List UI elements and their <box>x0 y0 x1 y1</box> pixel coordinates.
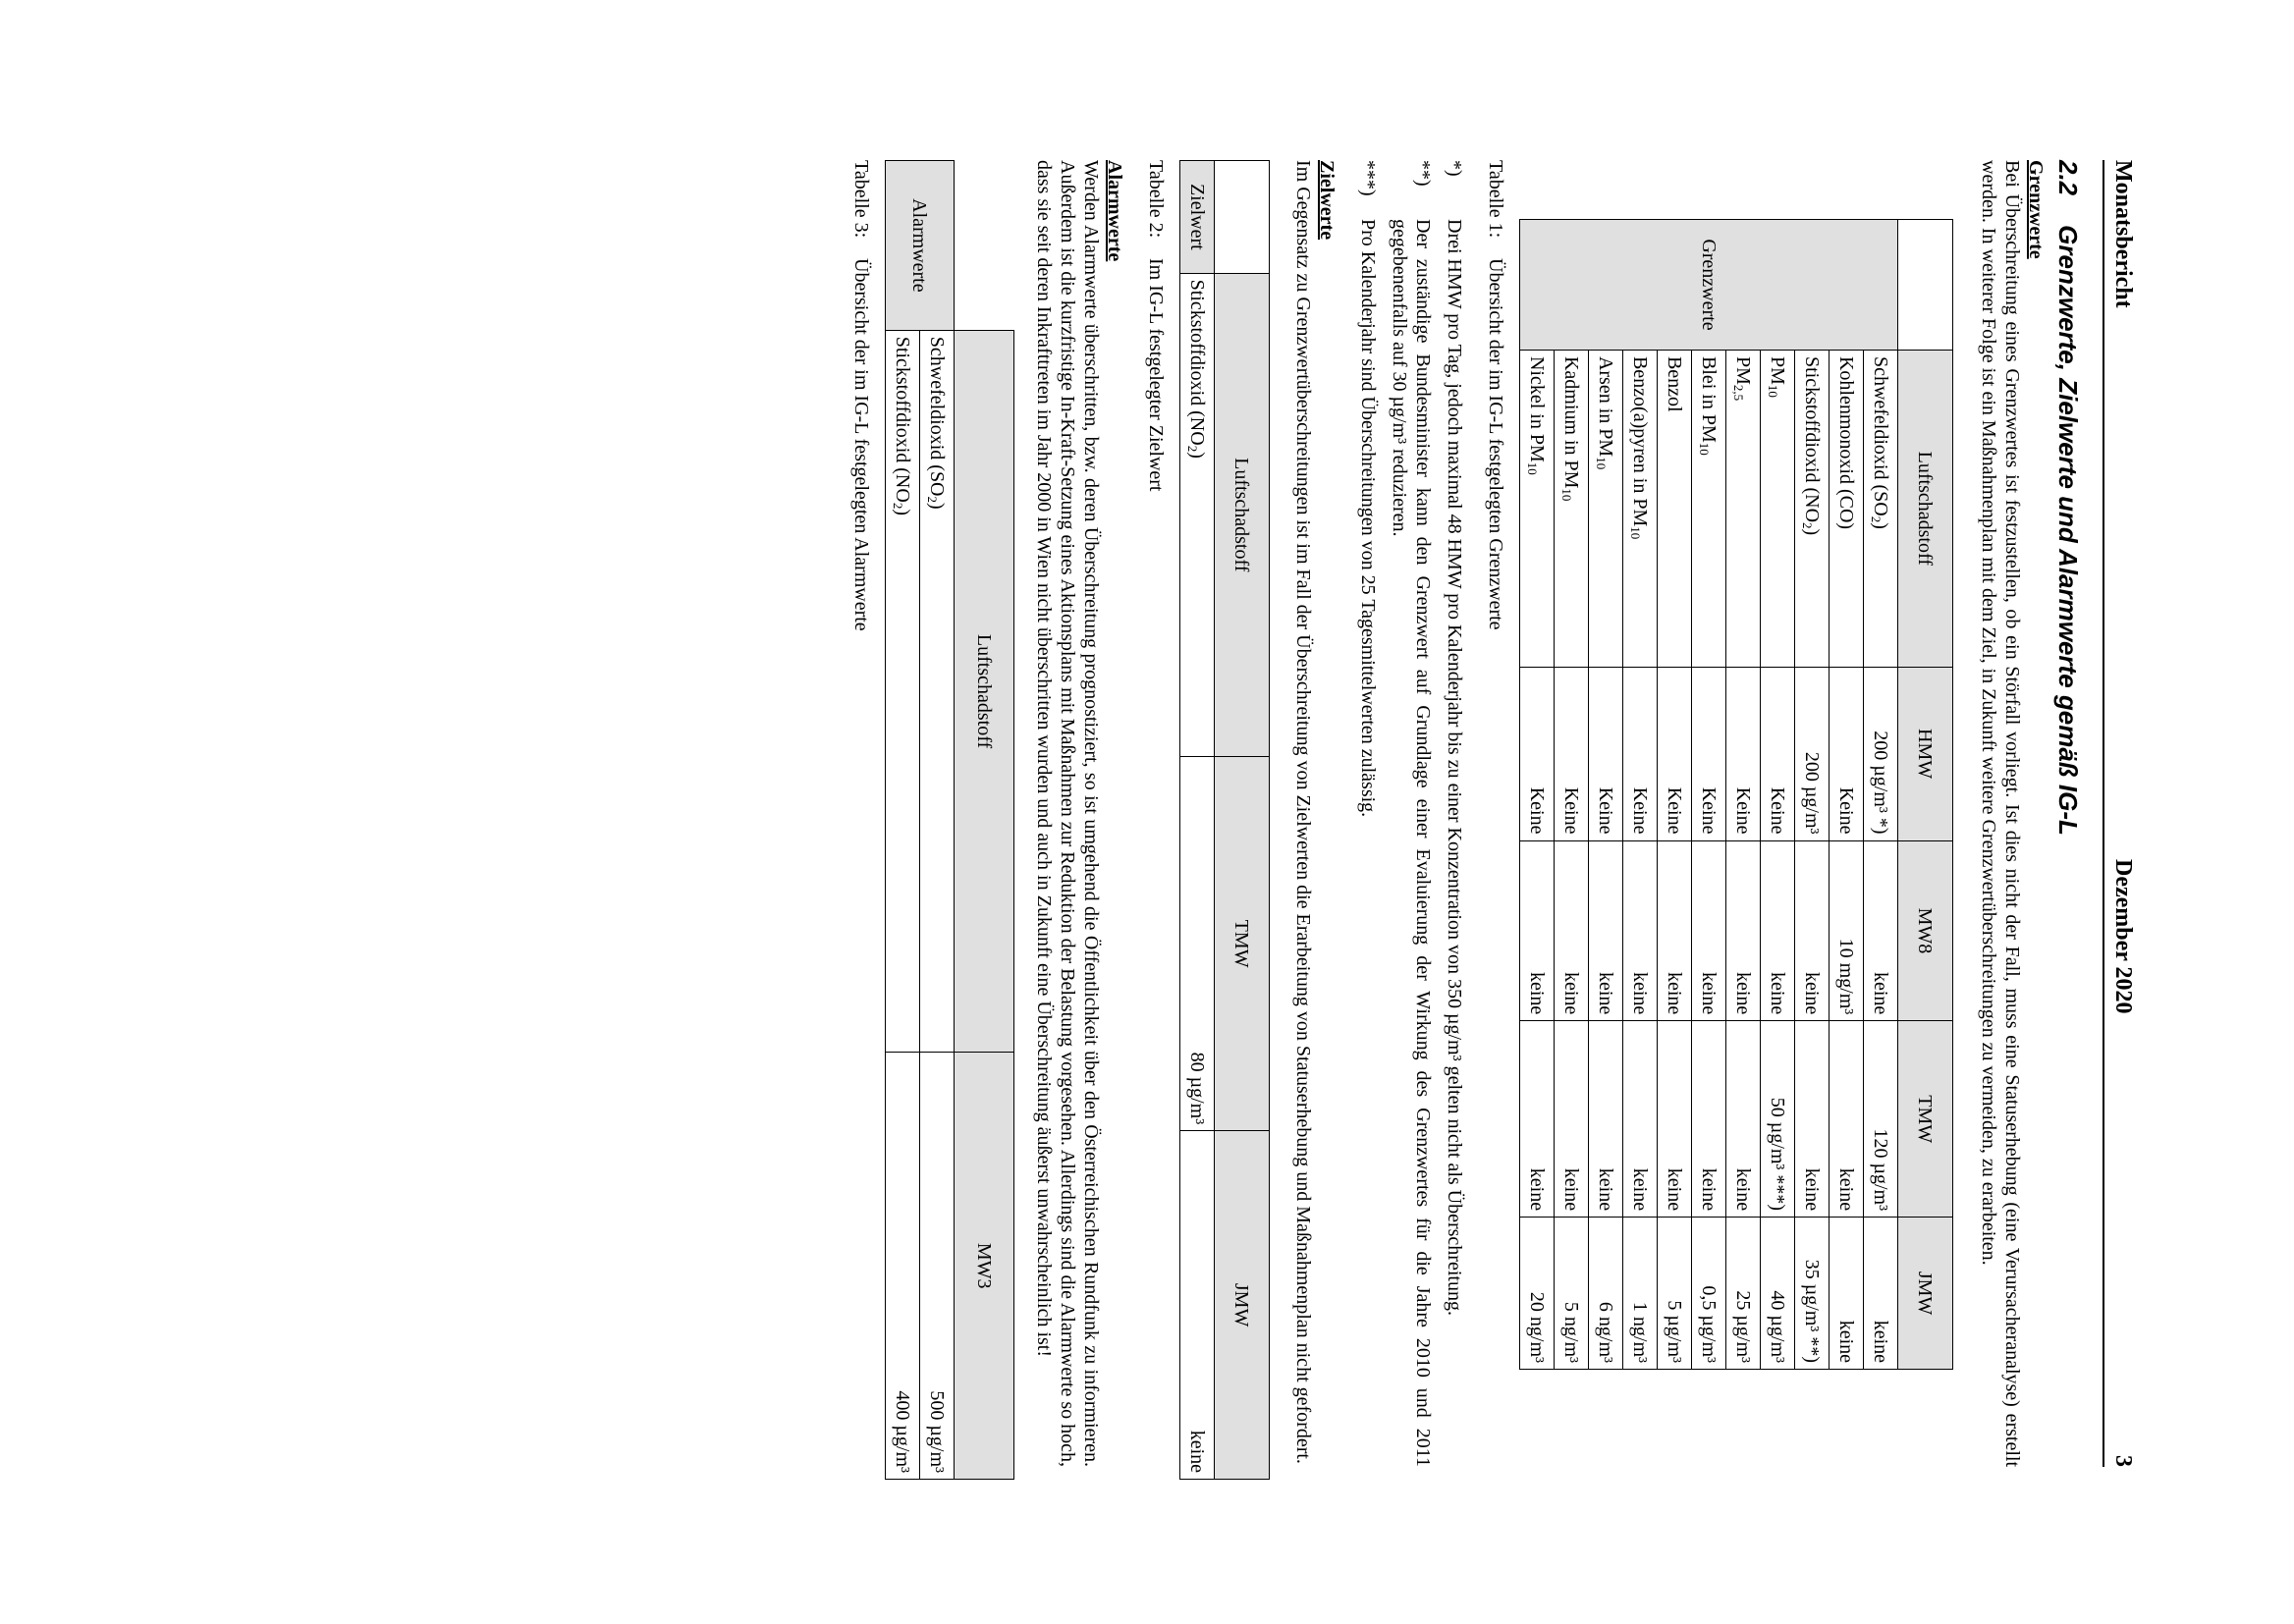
pollutant-suffix: ) <box>892 509 913 515</box>
hmw-cell: Keine <box>1555 667 1589 840</box>
pollutant-sub: 10 <box>1525 461 1540 475</box>
footnote-mark: *) <box>1444 160 1465 177</box>
header-luftschadstoff: Luftschadstoff <box>955 330 1014 1053</box>
mw8-cell: keine <box>1589 840 1623 1021</box>
tmw-cell: 120 µg/m³ <box>1864 1021 1898 1218</box>
pollutant-cell <box>1589 350 1623 667</box>
pollutant-name: Arsen in PM <box>1595 355 1616 458</box>
hmw-cell: Keine <box>1623 667 1658 840</box>
header-jmw: JMW <box>1215 1131 1270 1480</box>
pollutant-name: Benzo(a)pyren in PM <box>1629 355 1651 527</box>
pollutant-suffix: ) <box>1186 452 1208 459</box>
header-date: Dezember 2020 <box>2110 859 2136 1014</box>
grenzwerte-table <box>1519 219 1953 1370</box>
page-header <box>2107 160 2137 1467</box>
pollutant-cell <box>886 330 920 1053</box>
jmw-cell: keine <box>1180 1131 1215 1480</box>
pollutant-sub: 2,5 <box>1731 384 1746 402</box>
header-title: Monatsbericht <box>2110 160 2136 308</box>
footnote-2 <box>1388 160 1435 1467</box>
pollutant-cell <box>1795 350 1830 667</box>
pollutant-name: Stickstoffdioxid (NO <box>1186 279 1208 446</box>
pollutant-sub: 10 <box>1559 488 1574 502</box>
pollutant-cell <box>1623 350 1658 667</box>
pollutant-cell <box>1658 350 1692 667</box>
pollutant-sub: 2 <box>1869 515 1884 523</box>
mw8-cell: keine <box>1692 840 1726 1021</box>
page-content <box>849 160 2137 1473</box>
alarmwerte-heading: Alarmwerte <box>1104 160 1125 262</box>
hmw-cell: Keine <box>1658 667 1692 840</box>
pollutant-name: Kohlenmonoxid (CO) <box>1835 355 1857 530</box>
tmw-cell: keine <box>1726 1021 1761 1218</box>
pollutant-name: Nickel in PM <box>1526 355 1548 462</box>
zielwerte-text: Im Gegensatz zu Grenzwertüberschreitungen ist im Fall der Überschreitung von Zielwerten die Erarbeitung von Statuserhebung und Maßnahmenplan nicht gefordert. <box>1292 160 1314 1464</box>
jmw-cell: 20 ng/m³ <box>1520 1218 1555 1370</box>
pollutant-sub: 10 <box>1766 384 1780 398</box>
footnote-text: Der zuständige Bundesminister kann den Grenzwert auf Grundlage einer Evaluierung der Wirkung des Grenzwertes für die Jahre 2010 und 2011 gegebenenfalls auf 30 µg/m³ reduzieren. <box>1389 219 1434 1467</box>
hmw-cell: Keine <box>1761 667 1795 840</box>
tmw-cell: keine <box>1520 1021 1555 1218</box>
pollutant-name: Benzol <box>1664 355 1685 412</box>
mw8-cell: keine <box>1726 840 1761 1021</box>
pollutant-suffix: ) <box>926 503 948 510</box>
tmw-cell: keine <box>1623 1021 1658 1218</box>
mw3-cell: 400 µg/m³ <box>886 1053 920 1480</box>
hmw-cell: 200 µg/m³ *) <box>1864 667 1898 840</box>
table-row <box>1761 220 1795 1370</box>
section-number: 2.2 <box>2053 160 2083 196</box>
pollutant-cell <box>1761 350 1795 667</box>
hmw-cell: Keine <box>1830 667 1864 840</box>
grenzwerte-text: Bei Überschreitung eines Grenzwertes ist festzustellen, ob ein Störfall vorliegt. Ist dies nicht der Fall, muss eine Statuserhebung (eine Verursacheranalyse) erstellt werden. In weiterer Folge ist ein Maßnahmenplan mit dem Ziel, in Zukunft weitere Grenzwertüberschreitungen zu vermeiden, zu erarbeiten. <box>1978 160 2023 1467</box>
header-hmw: HMW <box>1898 667 1953 840</box>
header-empty-cell <box>1215 161 1270 274</box>
tmw-cell: keine <box>1658 1021 1692 1218</box>
table-row <box>1180 161 1215 1480</box>
tmw-cell: 80 µg/m³ <box>1180 756 1215 1130</box>
section-title: Grenzwerte, Zielwerte und Alarmwerte gemäß IG-L <box>2053 225 2083 836</box>
hmw-cell: Keine <box>1726 667 1761 840</box>
table-row <box>1692 220 1726 1370</box>
table-header-row <box>1215 161 1270 1480</box>
footnote-1 <box>1443 160 1466 1467</box>
header-luftschadstoff: Luftschadstoff <box>1898 350 1953 667</box>
header-mw3: MW3 <box>955 1053 1014 1480</box>
jmw-cell: 40 µg/m³ <box>1761 1218 1795 1370</box>
table-row <box>1726 220 1761 1370</box>
jmw-cell: 6 ng/m³ <box>1589 1218 1623 1370</box>
mw8-cell: keine <box>1864 840 1898 1021</box>
jmw-cell: 35 µg/m³ **) <box>1795 1218 1830 1370</box>
pollutant-name: PM <box>1767 355 1788 385</box>
mw8-cell: 10 mg/m³ <box>1830 840 1864 1021</box>
pollutant-sub: 2 <box>1185 445 1200 453</box>
hmw-cell: 200 µg/m³ <box>1795 667 1830 840</box>
alarmwerte-table <box>885 160 1014 1480</box>
alarmwerte-text: Werden Alarmwerte überschritten, bzw. deren Überschreitung prognostiziert, so ist umgehend die Öffentlichkeit über den Österreichischen Rundfunk zu informieren. Außerdem ist die kurzfristige In-Kraft-Setzung eines Aktionsplans mit Maßnahmen zur Reduktion der Belastung vorgesehen. Allerdings sind die Alarmwerte so hoch, dass sie seit deren Inkrafttreten im Jahr 2000 in Wien nicht überschritten wurden und auch in Zukunft eine Überschreitung äußerst unwahrscheinlich ist! <box>1033 160 1102 1468</box>
pollutant-cell <box>1555 350 1589 667</box>
tmw-cell: keine <box>1830 1021 1864 1218</box>
jmw-cell: keine <box>1864 1218 1898 1370</box>
header-rule <box>2103 160 2104 1467</box>
pollutant-sub: 10 <box>1697 442 1712 456</box>
hmw-cell: Keine <box>1692 667 1726 840</box>
pollutant-suffix: ) <box>1801 528 1823 536</box>
jmw-cell: 5 ng/m³ <box>1555 1218 1589 1370</box>
table1-caption <box>1484 160 1507 1467</box>
table-header-row <box>955 161 1014 1480</box>
table-row <box>886 161 920 1480</box>
tmw-cell: keine <box>1589 1021 1623 1218</box>
header-mw8: MW8 <box>1898 840 1953 1021</box>
table-row <box>1795 220 1830 1370</box>
pollutant-sub: 2 <box>1800 522 1815 529</box>
mw8-cell: keine <box>1623 840 1658 1021</box>
table-row <box>1830 220 1864 1370</box>
pollutant-name: PM <box>1732 355 1754 385</box>
caption-label: Tabelle 2: <box>1145 160 1167 239</box>
caption-text: Übersicht der im IG-L festgelegten Grenzwerte <box>1485 258 1506 630</box>
caption-label: Tabelle 1: <box>1485 160 1506 239</box>
header-luftschadstoff: Luftschadstoff <box>1215 273 1270 756</box>
table-row <box>1589 220 1623 1370</box>
table-row <box>1555 220 1589 1370</box>
zielwerte-heading: Zielwerte <box>1316 160 1338 241</box>
pollutant-sub: 10 <box>1594 457 1609 470</box>
table2-caption <box>1144 160 1168 1467</box>
pollutant-name: Kadmium in PM <box>1560 355 1582 489</box>
pollutant-cell <box>1180 273 1215 756</box>
footnote-text: Pro Kalenderjahr sind Überschreitungen von 25 Tagesmittelwerten zulässig. <box>1357 219 1379 818</box>
row-label: Zielwert <box>1180 161 1215 274</box>
pollutant-name: Stickstoffdioxid (NO <box>892 336 913 503</box>
pollutant-name: Schwefeldioxid (SO <box>926 336 948 497</box>
footnotes <box>1356 160 1466 1467</box>
jmw-cell: 0,5 µg/m³ <box>1692 1218 1726 1370</box>
pollutant-sub: 2 <box>925 496 940 504</box>
tmw-cell: keine <box>1795 1021 1830 1218</box>
jmw-cell: 1 ng/m³ <box>1623 1218 1658 1370</box>
section-heading <box>2053 160 2083 1467</box>
table-row <box>1658 220 1692 1370</box>
jmw-cell: keine <box>1830 1218 1864 1370</box>
pollutant-suffix: ) <box>1870 522 1891 529</box>
tmw-cell: 50 µg/m³ ***) <box>1761 1021 1795 1218</box>
pollutant-name: Blei in PM <box>1698 355 1720 443</box>
jmw-cell: 25 µg/m³ <box>1726 1218 1761 1370</box>
mw8-cell: keine <box>1795 840 1830 1021</box>
tmw-cell: keine <box>1692 1021 1726 1218</box>
zielwert-table <box>1179 160 1270 1480</box>
page-number: 3 <box>2110 1455 2136 1467</box>
grenzwerte-heading: Grenzwerte <box>2025 160 2047 259</box>
footnote-text: Drei HMW pro Tag, jedoch maximal 48 HMW pro Kalenderjahr bis zu einer Konzentration von 350 µg/m³ gelten nicht als Überschreitung. <box>1444 219 1465 1316</box>
caption-label: Tabelle 3: <box>850 160 872 239</box>
table-row <box>920 161 955 1480</box>
footnote-mark: ***) <box>1357 160 1379 196</box>
mw8-cell: keine <box>1555 840 1589 1021</box>
header-empty-cell <box>1898 220 1953 351</box>
caption-text: Im IG-L festgelegter Zielwert <box>1145 258 1167 492</box>
row-label: Grenzwerte <box>1520 220 1898 351</box>
pollutant-cell <box>1692 350 1726 667</box>
pollutant-sub: 10 <box>1628 526 1643 540</box>
table-header-row <box>1898 220 1953 1370</box>
footnote-3 <box>1356 160 1380 1467</box>
pollutant-cell <box>920 330 955 1053</box>
table-row <box>1864 220 1898 1370</box>
mw8-cell: keine <box>1520 840 1555 1021</box>
hmw-cell: Keine <box>1589 667 1623 840</box>
header-tmw: TMW <box>1898 1021 1953 1218</box>
header-tmw: TMW <box>1215 756 1270 1130</box>
pollutant-cell <box>1726 350 1761 667</box>
pollutant-cell <box>1830 350 1864 667</box>
table-row <box>1520 220 1555 1370</box>
header-empty-cell <box>955 161 1014 331</box>
jmw-cell: 5 µg/m³ <box>1658 1218 1692 1370</box>
mw3-cell: 500 µg/m³ <box>920 1053 955 1480</box>
table3-caption <box>849 160 873 1467</box>
header-jmw: JMW <box>1898 1218 1953 1370</box>
hmw-cell: Keine <box>1520 667 1555 840</box>
footnote-mark: **) <box>1412 160 1434 187</box>
pollutant-name: Schwefeldioxid (SO <box>1870 355 1891 516</box>
table-row <box>1623 220 1658 1370</box>
mw8-cell: keine <box>1761 840 1795 1021</box>
mw8-cell: keine <box>1658 840 1692 1021</box>
pollutant-name: Stickstoffdioxid (NO <box>1801 355 1823 523</box>
pollutant-cell <box>1864 350 1898 667</box>
tmw-cell: keine <box>1555 1021 1589 1218</box>
pollutant-cell <box>1520 350 1555 667</box>
row-label: Alarmwerte <box>886 161 955 331</box>
pollutant-sub: 2 <box>891 502 905 510</box>
caption-text: Übersicht der im IG-L festgelegten Alarmwerte <box>850 258 872 631</box>
